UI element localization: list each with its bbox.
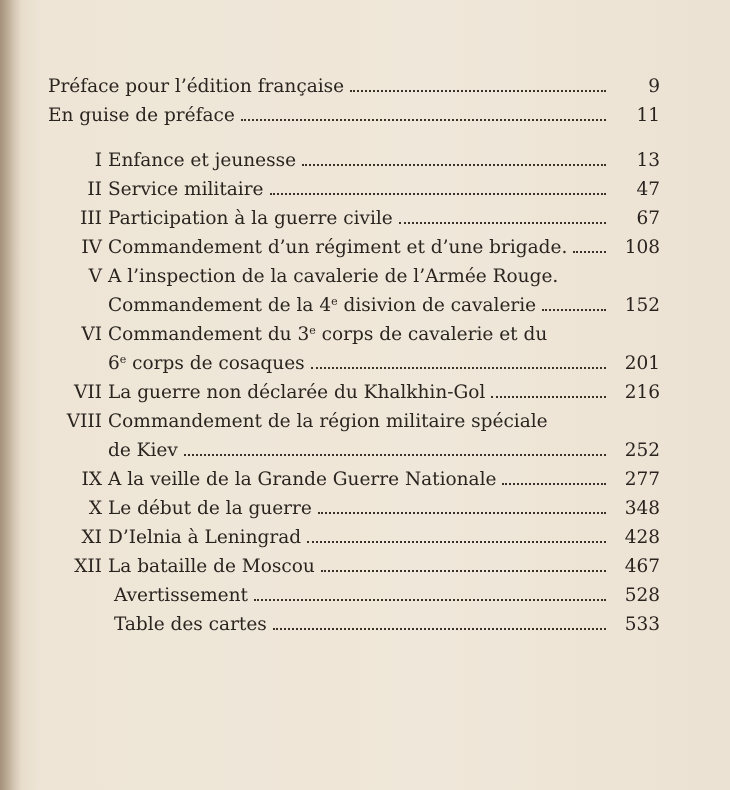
chapter-title-line: A l’inspection de la cavalerie de l’Armée Rouge. (108, 266, 559, 287)
entry-title: Table des cartes (114, 614, 267, 635)
entry-title: En guise de préface (48, 105, 235, 126)
dot-leader (399, 222, 606, 224)
chapter-number: I (94, 150, 102, 171)
dot-leader (184, 454, 606, 456)
page-number: 11 (636, 105, 660, 126)
page-number: 201 (624, 353, 660, 374)
page-number: 348 (624, 498, 660, 519)
toc-entry-avertissement (48, 581, 660, 610)
chapter-title-line: Commandement de la 4e disivion de cavalerie (108, 295, 537, 316)
toc-entry-chapter (48, 494, 660, 523)
entry-title: Préface pour l’édition française (48, 76, 345, 97)
chapter-number: V (88, 266, 102, 287)
dot-leader (491, 396, 606, 398)
toc-entry-chapter (48, 204, 660, 233)
dot-leader (273, 628, 606, 630)
chapter-title-line: Commandement d’un régiment et d’une brigade. (108, 237, 568, 258)
chapter-number: IX (81, 469, 102, 490)
chapter-number: II (87, 179, 102, 200)
chapter-title-line: Enfance et jeunesse (108, 150, 297, 171)
toc-entry-chapter (48, 378, 660, 407)
chapter-title-line: 6e corps de cosaques (108, 353, 305, 374)
toc-entry-preface (48, 72, 660, 101)
chapter-title-line: A la veille de la Grande Guerre Nationale (108, 469, 497, 490)
page-number: 428 (624, 527, 660, 548)
page-number: 67 (636, 208, 660, 229)
page-number: 277 (624, 469, 660, 490)
chapter-number: VIII (66, 411, 102, 432)
chapter-title-line: La bataille de Moscou (108, 556, 315, 577)
chapter-number: X (88, 498, 102, 519)
chapter-title-line: Participation à la guerre civile (108, 208, 393, 229)
dot-leader (241, 119, 606, 121)
page-number: 216 (624, 382, 660, 403)
chapter-title-line: La guerre non déclarée du Khalkhin-Gol (108, 382, 486, 403)
toc-entry-chapter (48, 320, 660, 378)
dot-leader (321, 570, 606, 572)
toc-entry-chapter (48, 552, 660, 581)
dot-leader (318, 512, 606, 514)
entry-title: Avertissement (114, 585, 248, 606)
dot-leader (254, 599, 606, 601)
chapter-title-line: Commandement du 3e corps de cavalerie et du (108, 324, 548, 345)
dot-leader (573, 251, 606, 253)
dot-leader (542, 309, 606, 311)
chapter-number: XII (74, 556, 102, 577)
table-of-contents (48, 72, 660, 639)
chapter-number: III (80, 208, 102, 229)
page-number: 528 (624, 585, 660, 606)
toc-entry-chapter (48, 407, 660, 465)
dot-leader (311, 367, 606, 369)
spacer (48, 130, 660, 146)
toc-entry-en-guise (48, 101, 660, 130)
toc-entry-chapter (48, 146, 660, 175)
page-number: 252 (624, 440, 660, 461)
chapter-number: VII (74, 382, 102, 403)
chapter-title-line: Le début de la guerre (108, 498, 312, 519)
dot-leader (270, 193, 607, 195)
page-number: 9 (648, 76, 660, 97)
toc-entry-chapter (48, 523, 660, 552)
page-number: 13 (636, 150, 660, 171)
chapter-number: IV (81, 237, 102, 258)
toc-entry-table-des-cartes (48, 610, 660, 639)
chapter-title-line: de Kiev (108, 440, 178, 461)
toc-entry-chapter (48, 233, 660, 262)
page-number: 108 (624, 237, 660, 258)
chapter-title-line: Commandement de la région militaire spéciale (108, 411, 548, 432)
toc-entry-chapter (48, 262, 660, 320)
toc-entry-chapter (48, 175, 660, 204)
dot-leader (307, 541, 606, 543)
page-number: 533 (624, 614, 660, 635)
page-number: 152 (624, 295, 660, 316)
page-number: 47 (636, 179, 660, 200)
toc-entry-chapter (48, 465, 660, 494)
page-number: 467 (624, 556, 660, 577)
dot-leader (302, 164, 606, 166)
chapter-title-line: D’Ielnia à Leningrad (108, 527, 302, 548)
dot-leader (502, 483, 606, 485)
chapter-number: XI (81, 527, 102, 548)
chapter-title-line: Service militaire (108, 179, 264, 200)
chapter-list (48, 146, 660, 581)
dot-leader (350, 90, 606, 92)
chapter-number: VI (81, 324, 102, 345)
book-gutter (0, 0, 22, 790)
